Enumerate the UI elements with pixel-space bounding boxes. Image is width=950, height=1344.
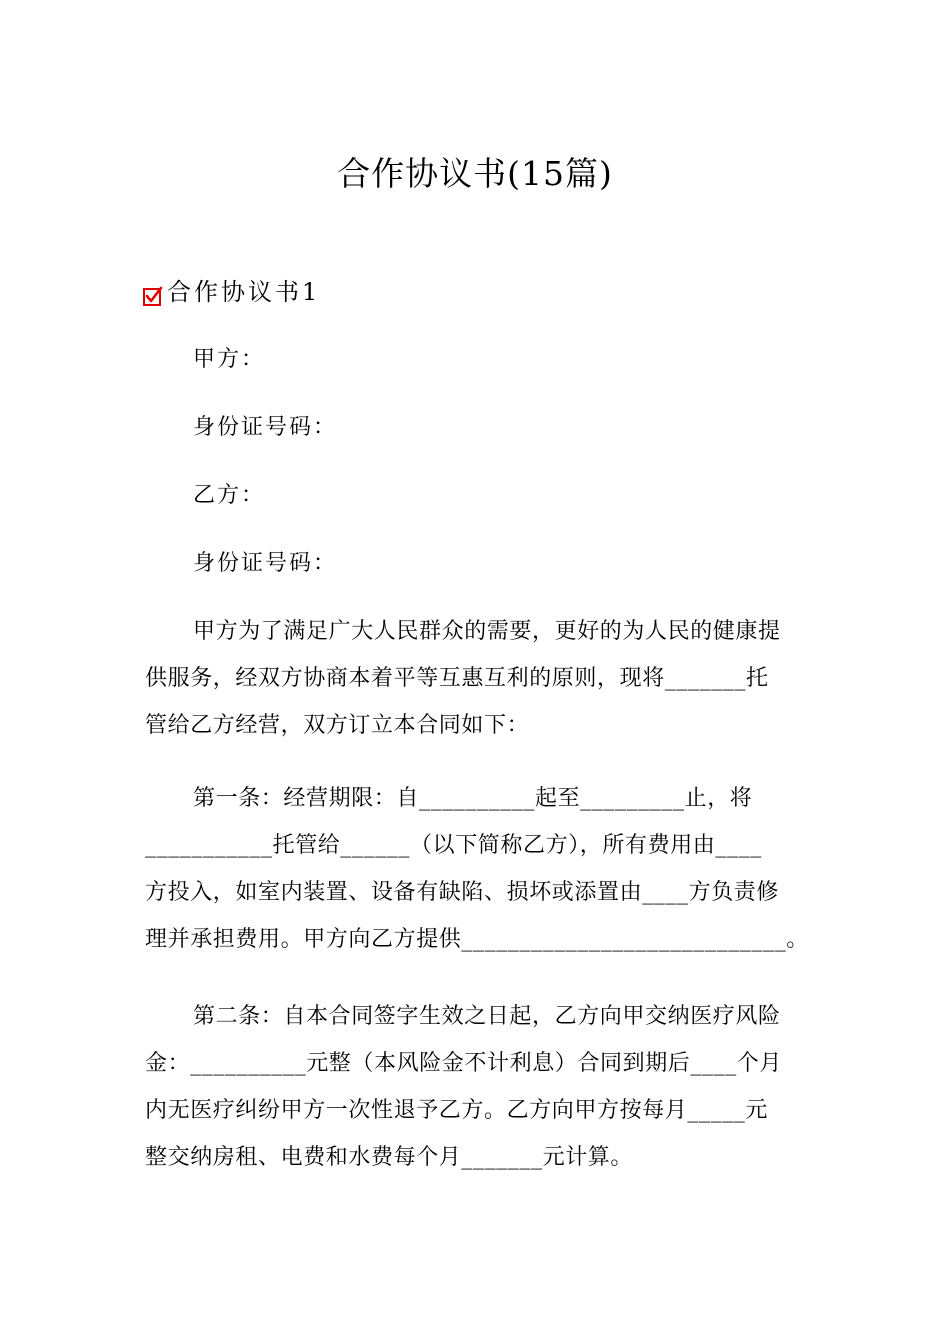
paragraph-line: 理并承担费用。甲方向乙方提供____________________________。 — [145, 927, 809, 952]
paragraph-line: 内无医疗纠纷甲方一次性退予乙方。乙方向甲方按每月_____元 — [145, 1098, 769, 1123]
paragraph-line: 第一条：经营期限：自__________起至_________止，将 — [193, 786, 753, 811]
paragraph-line: 方投入，如室内装置、设备有缺陷、损坏或添置由____方负责修 — [145, 880, 780, 905]
party-a-id-label: 身份证号码： — [193, 415, 338, 440]
paragraph-line: 整交纳房租、电费和水费每个月_______元计算。 — [145, 1145, 634, 1170]
intro-paragraph — [145, 608, 807, 749]
section-heading-text: 合作协议书1 — [167, 278, 321, 306]
checkbox-checked-icon — [143, 286, 164, 307]
party-b-id-label: 身份证号码： — [193, 551, 338, 576]
paragraph-line: 供服务，经双方协商本着平等互惠互利的原则，现将_______托 — [145, 666, 769, 691]
article-1-paragraph — [145, 775, 807, 963]
paragraph-line: ___________托管给______（以下简称乙方），所有费用由____ — [145, 833, 762, 858]
paragraph-line: 甲方为了满足广大人民群众的需要，更好的为人民的健康提 — [193, 619, 781, 644]
paragraph-line: 管给乙方经营，双方订立本合同如下： — [145, 713, 530, 738]
page-title: 合作协议书(15篇) — [337, 154, 613, 193]
section-heading — [143, 274, 320, 310]
party-a-label: 甲方： — [193, 347, 266, 372]
article-2-paragraph — [145, 993, 807, 1181]
paragraph-line: 第二条：自本合同签字生效之日起，乙方向甲交纳医疗风险 — [193, 1004, 781, 1029]
paragraph-line: 金：__________元整（本风险金不计利息）合同到期后____个月 — [145, 1051, 783, 1076]
party-b-label: 乙方： — [193, 483, 266, 508]
